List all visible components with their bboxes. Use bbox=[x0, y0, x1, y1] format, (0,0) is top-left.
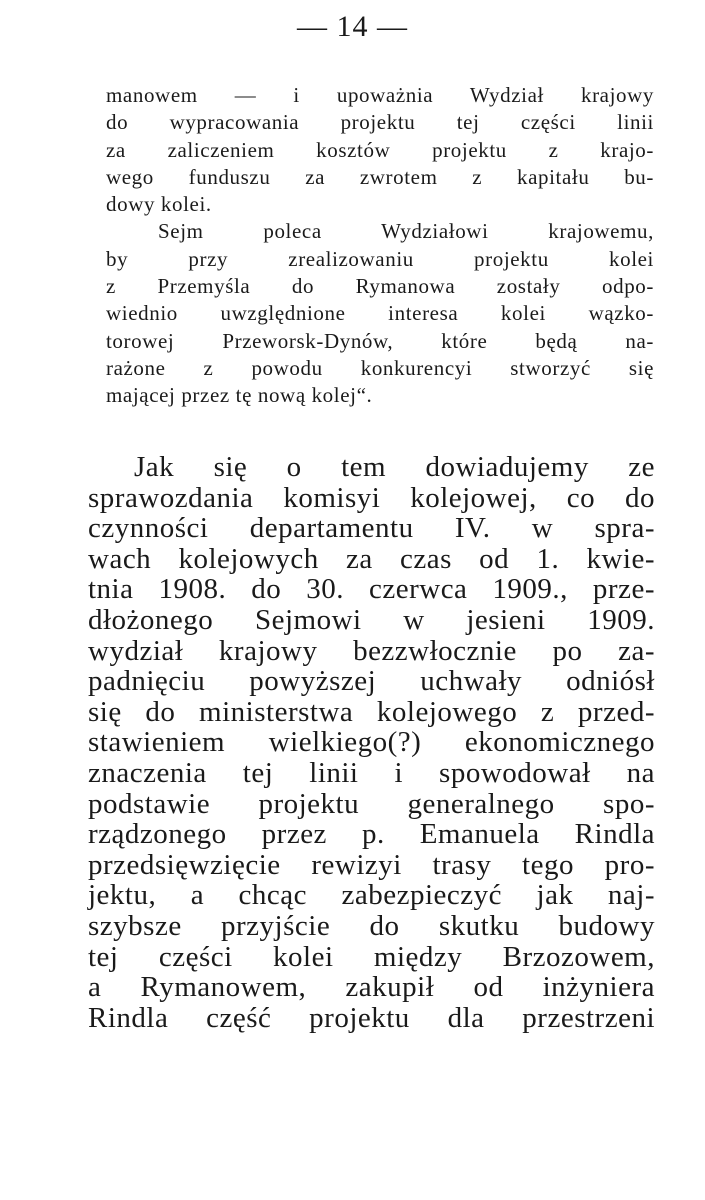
text-line: Rindla część projektu dla przestrzeni bbox=[88, 1001, 655, 1034]
text-line: wiednio uwzględnione interesa kolei wązko- bbox=[106, 301, 654, 326]
quote-paragraph-2 bbox=[106, 218, 654, 409]
text-line: sprawozdania komisyi kolejowej, co do bbox=[88, 481, 655, 514]
main-paragraph bbox=[88, 452, 655, 1033]
text-line: szybsze przyjście do skutku budowy bbox=[88, 909, 655, 942]
text-line: się do ministerstwa kolejowego z przed- bbox=[88, 695, 655, 728]
text-line: mającej przez tę nową kolej“. bbox=[106, 383, 373, 408]
text-line: tnia 1908. do 30. czerwca 1909., prze- bbox=[88, 573, 655, 606]
text-line: Jak się o tem dowiadujemy ze bbox=[134, 451, 655, 483]
text-line: manowem — i upoważnia Wydział krajowy bbox=[106, 83, 654, 107]
text-line: do wypracowania projektu tej części linii bbox=[106, 110, 654, 135]
text-line: torowej Przeworsk-Dynów, które będą na- bbox=[106, 328, 654, 353]
text-line: padnięciu powyższej uchwały odniósł bbox=[88, 665, 655, 698]
text-line: za zaliczeniem kosztów projektu z krajo- bbox=[106, 137, 654, 162]
text-line: Sejm poleca Wydziałowi krajowemu, bbox=[158, 219, 654, 244]
text-line: a Rymanowem, zakupił od inżyniera bbox=[88, 971, 655, 1004]
text-line: wego funduszu za zwrotem z kapitału bu- bbox=[106, 164, 654, 189]
text-line: tej części kolei między Brzozowem, bbox=[88, 940, 655, 973]
text-line: z Przemyśla do Rymanowa zostały odpo- bbox=[106, 274, 654, 299]
text-line: stawieniem wielkiego(?) ekonomicznego bbox=[88, 726, 655, 759]
text-line: przedsięwzięcie rewizyi trasy tego pro- bbox=[88, 848, 655, 881]
text-line: podstawie projektu generalnego spo- bbox=[88, 787, 655, 820]
text-line: rażone z powodu konkurencyi stworzyć się bbox=[106, 355, 654, 380]
text-line: jektu, a chcąc zabezpieczyć jak naj- bbox=[88, 879, 655, 912]
text-line: dowy kolei. bbox=[106, 192, 212, 217]
text-line: znaczenia tej linii i spowodował na bbox=[88, 756, 655, 789]
text-line: dłożonego Sejmowi w jesieni 1909. bbox=[88, 603, 655, 636]
text-line: wydział krajowy bezzwłocznie po za- bbox=[88, 634, 655, 667]
text-line: wach kolejowych za czas od 1. kwie- bbox=[88, 542, 655, 575]
quoted-resolution bbox=[106, 82, 654, 410]
page-number: — 14 — bbox=[297, 10, 408, 43]
text-line: rządzonego przez p. Emanuela Rindla bbox=[88, 818, 655, 851]
text-line: by przy zrealizowaniu projektu kolei bbox=[106, 246, 654, 271]
quote-paragraph-1 bbox=[106, 82, 654, 218]
text-line: czynności departamentu IV. w spra- bbox=[88, 512, 655, 545]
